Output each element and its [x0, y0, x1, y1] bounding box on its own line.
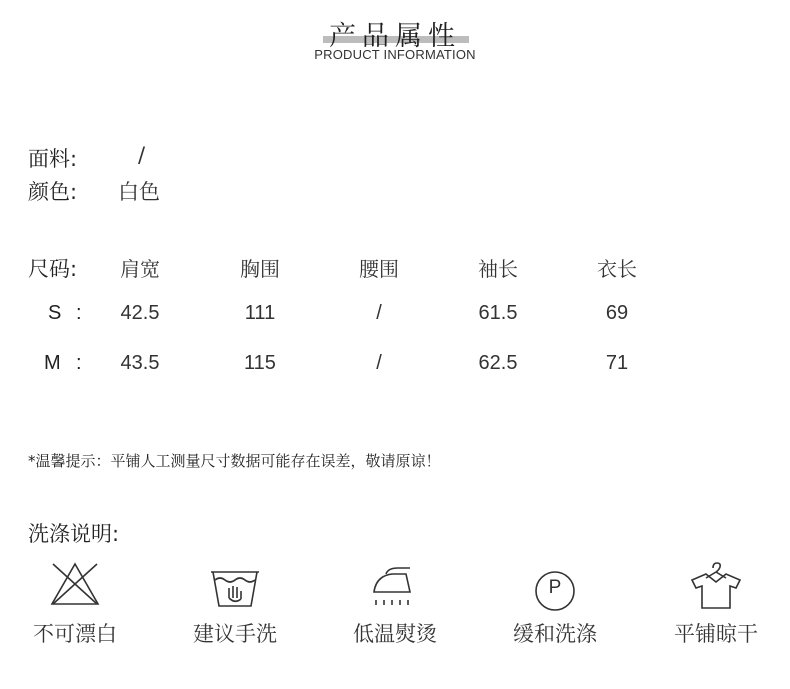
table-cell: 115 [244, 352, 276, 374]
table-cell: / [376, 352, 382, 374]
table-cell: 43.5 [120, 352, 160, 374]
size-name-s: S [48, 302, 62, 324]
table-cell: 61.5 [478, 302, 518, 324]
wash-label-gentle-wash: 缓和洗涤 [513, 622, 597, 646]
washing-title: 洗涤说明: [28, 522, 120, 546]
wash-label-hand-wash: 建议手洗 [193, 622, 277, 646]
measurement-note: *温馨提示：平铺人工测量尺寸数据可能存在误差，敬请原谅！ [28, 452, 441, 470]
column-header-sleeve: 袖长 [478, 257, 518, 281]
table-cell: 69 [605, 302, 629, 324]
size-separator: : [76, 352, 82, 374]
table-cell: / [376, 302, 382, 324]
fabric-label: 面料: [28, 147, 78, 171]
size-name-m: M [44, 352, 61, 374]
column-header-shoulder: 肩宽 [120, 257, 160, 281]
wash-label-no-bleach: 不可漂白 [33, 622, 117, 646]
page-subtitle: PRODUCT INFORMATION [314, 47, 476, 62]
column-header-chest: 胸围 [240, 257, 280, 281]
no-bleach-icon [48, 560, 102, 608]
table-cell: 62.5 [478, 352, 518, 374]
table-cell: 111 [244, 302, 276, 324]
low-iron-icon [370, 564, 418, 608]
table-cell: 42.5 [120, 302, 160, 324]
color-value: 白色 [118, 180, 160, 204]
size-separator: : [76, 302, 82, 324]
dry-flat-icon [690, 560, 742, 612]
wash-label-low-iron: 低温熨烫 [353, 622, 437, 646]
wash-label-dry-flat: 平铺晾干 [674, 622, 758, 646]
color-label: 颜色: [28, 180, 78, 204]
hand-wash-icon [209, 566, 261, 610]
table-cell: 71 [605, 352, 629, 374]
column-header-waist: 腰围 [359, 257, 399, 281]
dry-clean-letter: P [548, 577, 562, 598]
page-title: 产品属性 [329, 21, 461, 52]
size-label: 尺码: [28, 257, 78, 281]
fabric-value: / [138, 143, 146, 167]
column-header-length: 衣长 [597, 257, 637, 281]
